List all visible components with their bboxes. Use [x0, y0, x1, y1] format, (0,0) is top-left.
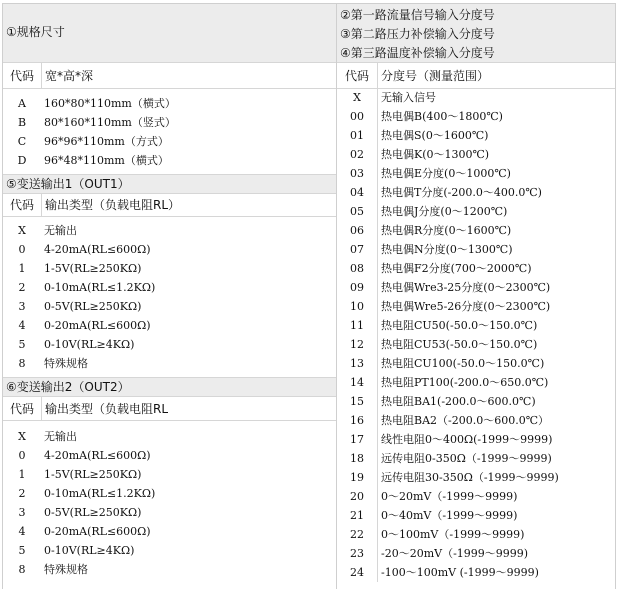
row-code: 01 — [350, 129, 364, 142]
spec-rows — [3, 94, 336, 170]
right-column — [337, 4, 615, 589]
input-table-row — [337, 107, 615, 126]
row-code: 17 — [350, 433, 364, 446]
spec-table-row — [3, 94, 336, 113]
row-code: 4 — [18, 525, 26, 538]
input-table-row — [337, 449, 615, 468]
row-description: 0-10mA(RL≤1.2KΩ) — [44, 281, 156, 294]
row-description: 无输入信号 — [377, 88, 436, 107]
input-table-row — [337, 259, 615, 278]
input-table-row — [337, 563, 615, 582]
out1-table-row — [3, 221, 336, 240]
input-table-row — [337, 335, 615, 354]
input-table-row — [337, 373, 615, 392]
row-code: 06 — [350, 224, 364, 237]
row-description: 4-20mA(RL≤600Ω) — [44, 243, 151, 256]
row-code: X — [18, 224, 26, 237]
out1-rows — [3, 221, 336, 373]
out1-table-row — [3, 335, 336, 354]
row-code: 11 — [350, 319, 364, 332]
input3-title: ④第三路温度补偿输入分度号 — [340, 46, 495, 60]
out1-table-row — [3, 297, 336, 316]
row-description: 0～100mV（-1999～9999) — [377, 525, 524, 544]
out2-desc-header: 输出类型（负载电阻RL — [45, 402, 169, 416]
row-description: 热电偶T分度(-200.0～400.0℃) — [377, 183, 542, 202]
input-section-titles — [337, 4, 615, 63]
spec-desc-header: 宽*高*深 — [45, 69, 94, 83]
row-description: 0-20mA(RL≤600Ω) — [44, 319, 151, 332]
row-code: 05 — [350, 205, 364, 218]
out2-table-row — [3, 427, 336, 446]
out2-code-header: 代码 — [3, 397, 42, 420]
row-code: 2 — [18, 281, 26, 294]
out1-table-row — [3, 354, 336, 373]
row-code: A — [18, 97, 26, 110]
row-description: 96*96*110mm（方式） — [44, 135, 169, 148]
row-description: 0-10V(RL≥4KΩ) — [44, 544, 135, 557]
row-description: -20～20mV（-1999～9999) — [377, 544, 528, 563]
row-description: 0-20mA(RL≤600Ω) — [44, 525, 151, 538]
input2-title: ③第二路压力补偿输入分度号 — [340, 27, 495, 41]
row-code: B — [17, 116, 27, 129]
out1-desc-header: 输出类型（负载电阻RL） — [45, 198, 181, 212]
row-description: 1-5V(RL≥250KΩ) — [44, 468, 142, 481]
row-description: 0～40mV（-1999～9999) — [377, 506, 517, 525]
spec-code-header: 代码 — [3, 63, 42, 88]
row-description: 160*80*110mm（横式） — [44, 97, 176, 110]
row-code: 02 — [350, 148, 364, 161]
row-description: -100～100mV (-1999～9999) — [377, 563, 539, 582]
out2-table-row — [3, 484, 336, 503]
row-code: 16 — [350, 414, 364, 427]
out1-table-row — [3, 316, 336, 335]
row-description: 4-20mA(RL≤600Ω) — [44, 449, 151, 462]
input-table-row — [337, 468, 615, 487]
row-code: X — [18, 430, 26, 443]
out2-table-row — [3, 465, 336, 484]
input-rows — [337, 88, 615, 589]
row-code: X — [353, 91, 361, 104]
row-description: 无输出 — [44, 224, 77, 237]
input-table-row — [337, 430, 615, 449]
row-description: 0-10V(RL≥4KΩ) — [44, 338, 135, 351]
out1-table-row — [3, 259, 336, 278]
row-code: 07 — [350, 243, 364, 256]
row-code: 09 — [350, 281, 364, 294]
input-table-row — [337, 88, 615, 107]
row-code: 12 — [350, 338, 364, 351]
row-description: 热电偶F2分度(700～2000℃) — [377, 259, 532, 278]
row-code: 03 — [350, 167, 364, 180]
out1-code-header: 代码 — [3, 194, 42, 216]
row-code: 8 — [18, 563, 26, 576]
out1-table-row — [3, 278, 336, 297]
row-description: 热电阻CU53(-50.0～150.0℃) — [377, 335, 537, 354]
row-description: 1-5V(RL≥250KΩ) — [44, 262, 142, 275]
row-description: 热电阻CU100(-50.0～150.0℃) — [377, 354, 544, 373]
row-description: 热电偶S(0～1600℃) — [377, 126, 488, 145]
row-code: 3 — [18, 300, 26, 313]
row-code: 04 — [350, 186, 364, 199]
row-code: 20 — [350, 490, 364, 503]
row-description: 线性电阻0～400Ω(-1999～9999) — [377, 430, 552, 449]
out2-table-row — [3, 522, 336, 541]
input1-title: ②第一路流量信号输入分度号 — [340, 8, 495, 22]
row-description: 80*160*110mm（竖式） — [44, 116, 176, 129]
row-description: 远传电阻30-350Ω（-1999～9999) — [377, 468, 559, 487]
out1-section-title: ⑤变送输出1（OUT1） — [3, 174, 336, 194]
row-code: 0 — [18, 243, 26, 256]
input-table-row — [337, 126, 615, 145]
row-code: 5 — [18, 544, 26, 557]
row-code: 19 — [350, 471, 364, 484]
row-code: 1 — [18, 468, 26, 481]
out2-section-title: ⑥变送输出2（OUT2） — [3, 377, 336, 397]
row-description: 96*48*110mm（横式） — [44, 154, 169, 167]
row-description: 热电阻CU50(-50.0～150.0℃) — [377, 316, 537, 335]
row-description: 特殊规格 — [44, 563, 88, 576]
row-code: 21 — [350, 509, 364, 522]
row-code: 8 — [18, 357, 26, 370]
spec-column-header — [3, 63, 336, 89]
row-description: 特殊规格 — [44, 357, 88, 370]
row-code: 15 — [350, 395, 364, 408]
input-table-row — [337, 354, 615, 373]
input-table-row — [337, 544, 615, 563]
row-code: 4 — [18, 319, 26, 332]
left-column — [3, 4, 337, 589]
row-description: 热电偶J分度(0～1200℃) — [377, 202, 507, 221]
row-code: 23 — [350, 547, 364, 560]
spec-table-row — [3, 113, 336, 132]
row-description: 0-5V(RL≥250KΩ) — [44, 506, 142, 519]
row-description: 0～20mV（-1999～9999) — [377, 487, 517, 506]
row-code: C — [17, 135, 27, 148]
out2-table-row — [3, 503, 336, 522]
row-code: 2 — [18, 487, 26, 500]
input-desc-header: 分度号（测量范围） — [381, 69, 490, 83]
row-code: 18 — [350, 452, 364, 465]
row-code: 3 — [18, 506, 26, 519]
spec-sheet-table — [2, 3, 616, 589]
input-column-header — [337, 63, 615, 89]
out2-table-row — [3, 541, 336, 560]
row-description: 热电阻BA1(-200.0～600.0℃) — [377, 392, 536, 411]
out2-table-row — [3, 560, 336, 579]
row-code: 5 — [18, 338, 26, 351]
row-description: 热电偶E分度(0～1000℃) — [377, 164, 511, 183]
row-code: 1 — [18, 262, 26, 275]
row-description: 热电偶Wre3-25分度(0～2300℃) — [377, 278, 550, 297]
input-table-row — [337, 145, 615, 164]
input-table-row — [337, 316, 615, 335]
row-code: 24 — [350, 566, 364, 579]
row-description: 0-10mA(RL≤1.2KΩ) — [44, 487, 156, 500]
row-code: 0 — [18, 449, 26, 462]
row-code: 14 — [350, 376, 364, 389]
input-code-header: 代码 — [337, 63, 378, 88]
row-description: 0-5V(RL≥250KΩ) — [44, 300, 142, 313]
out2-column-header — [3, 397, 336, 421]
row-description: 远传电阻0-350Ω（-1999～9999) — [377, 449, 552, 468]
row-code: 22 — [350, 528, 364, 541]
input-table-row — [337, 411, 615, 430]
row-description: 热电偶K(0～1300℃) — [377, 145, 489, 164]
row-code: 10 — [350, 300, 364, 313]
row-description: 热电阻BA2（-200.0～600.0℃） — [377, 411, 549, 430]
input-table-row — [337, 297, 615, 316]
row-description: 热电偶R分度(0～1600℃) — [377, 221, 511, 240]
row-code: 00 — [350, 110, 364, 123]
input-table-row — [337, 487, 615, 506]
row-code: 08 — [350, 262, 364, 275]
spec-table-row — [3, 151, 336, 170]
input-table-row — [337, 183, 615, 202]
input-table-row — [337, 202, 615, 221]
input-table-row — [337, 525, 615, 544]
out2-rows — [3, 427, 336, 579]
row-code: 13 — [350, 357, 364, 370]
row-description: 无输出 — [44, 430, 77, 443]
input-table-row — [337, 506, 615, 525]
input-table-row — [337, 392, 615, 411]
input-table-row — [337, 164, 615, 183]
row-description: 热电偶N分度(0～1300℃) — [377, 240, 513, 259]
spec-table-row — [3, 132, 336, 151]
row-description: 热电偶Wre5-26分度(0～2300℃) — [377, 297, 550, 316]
out1-column-header — [3, 194, 336, 217]
row-description: 热电阻PT100(-200.0～650.0℃) — [377, 373, 548, 392]
out2-table-row — [3, 446, 336, 465]
row-code: D — [17, 154, 27, 167]
out1-table-row — [3, 240, 336, 259]
input-table-row — [337, 240, 615, 259]
spec-section-title: ①规格尺寸 — [3, 4, 336, 63]
row-description: 热电偶B(400～1800℃) — [377, 107, 503, 126]
input-table-row — [337, 278, 615, 297]
input-table-row — [337, 221, 615, 240]
